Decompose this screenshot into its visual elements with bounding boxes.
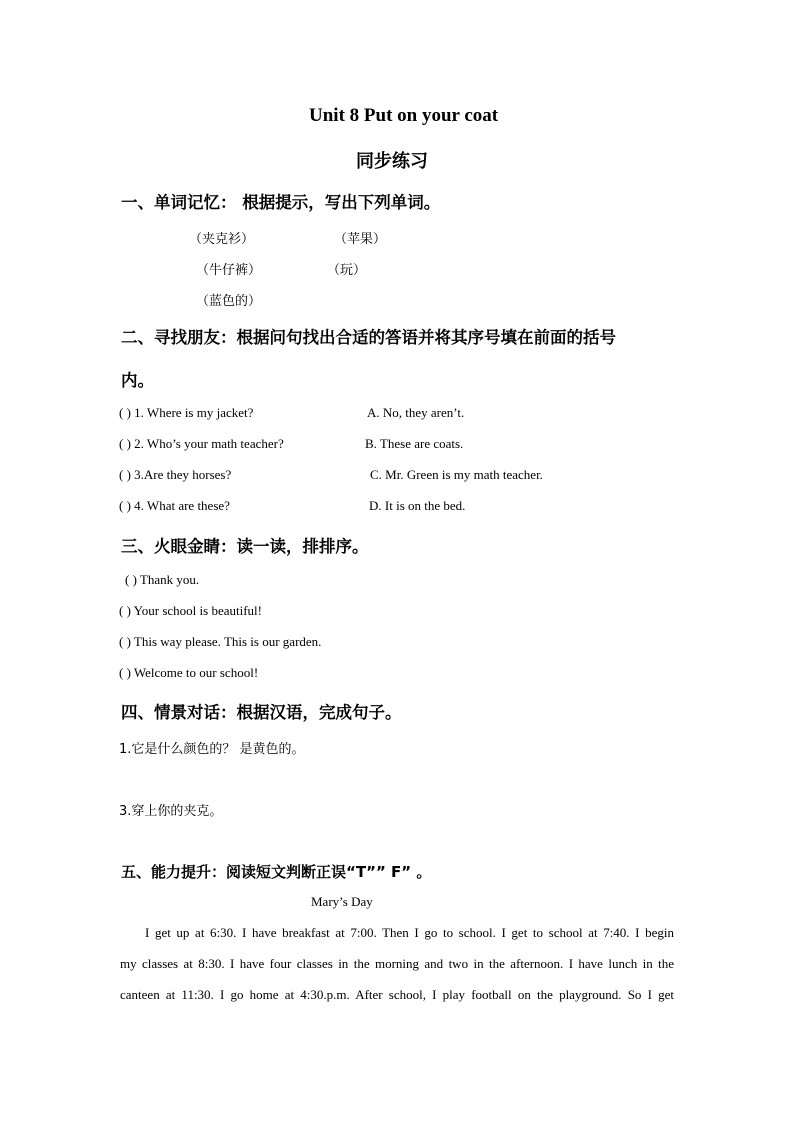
match-answer: C. Mr. Green is my math teacher.: [370, 467, 543, 482]
section5-heading: 五、能力提升：阅读短文判断正误“T”” F” 。: [121, 863, 432, 881]
match-question: ( ) 4. What are these?: [119, 498, 230, 513]
order-item: ( ) Welcome to our school!: [119, 665, 259, 680]
passage-title: Mary’s Day: [311, 894, 373, 909]
passage-line: I get up at 6:30. I have breakfast at 7:00. Then I go to school. I get to school at 7:40. I begin: [145, 925, 674, 940]
order-item: ( ) Thank you.: [125, 572, 200, 587]
order-item: ( ) This way please. This is our garden.: [119, 634, 322, 649]
match-question: ( ) 1. Where is my jacket?: [119, 405, 254, 420]
word-hint: （夹克衫）: [189, 232, 255, 247]
section2-heading-cont: 内。: [121, 371, 154, 390]
passage-line: canteen at 11:30. I go home at 4:30.p.m. After school, I play football on the playground. So I get: [120, 987, 674, 1002]
match-answer: D. It is on the bed.: [369, 498, 466, 513]
dialogue-item: 3.穿上你的夹克。: [119, 804, 223, 819]
word-hint: （苹果）: [334, 232, 387, 247]
match-answer: A. No, they aren’t.: [367, 405, 465, 420]
section2-heading: 二、寻找朋友：根据问句找出合适的答语并将其序号填在前面的括号: [121, 328, 616, 347]
match-question: ( ) 2. Who’s your math teacher?: [119, 436, 284, 451]
match-question: ( ) 3.Are they horses?: [119, 467, 232, 482]
order-item: ( ) Your school is beautiful!: [119, 603, 262, 618]
passage-line: my classes at 8:30. I have four classes in the morning and two in the afternoon. I have lunch in the: [120, 956, 674, 971]
match-answer: B. These are coats.: [365, 436, 464, 451]
word-hint: （牛仔裤）: [196, 263, 262, 278]
section3-heading: 三、火眼金睛：读一读，排排序。: [121, 537, 369, 556]
section1-heading: 一、单词记忆： 根据提示，写出下列单词。: [121, 193, 441, 212]
page-title: Unit 8 Put on your coat: [309, 105, 499, 126]
section4-heading: 四、情景对话：根据汉语，完成句子。: [121, 703, 402, 722]
word-hint: （玩）: [327, 263, 367, 278]
word-hint: （蓝色的）: [196, 294, 262, 309]
page-subtitle: 同步练习: [356, 151, 428, 172]
dialogue-item: 1.它是什么颜色的？ 是黄色的。: [119, 742, 305, 757]
